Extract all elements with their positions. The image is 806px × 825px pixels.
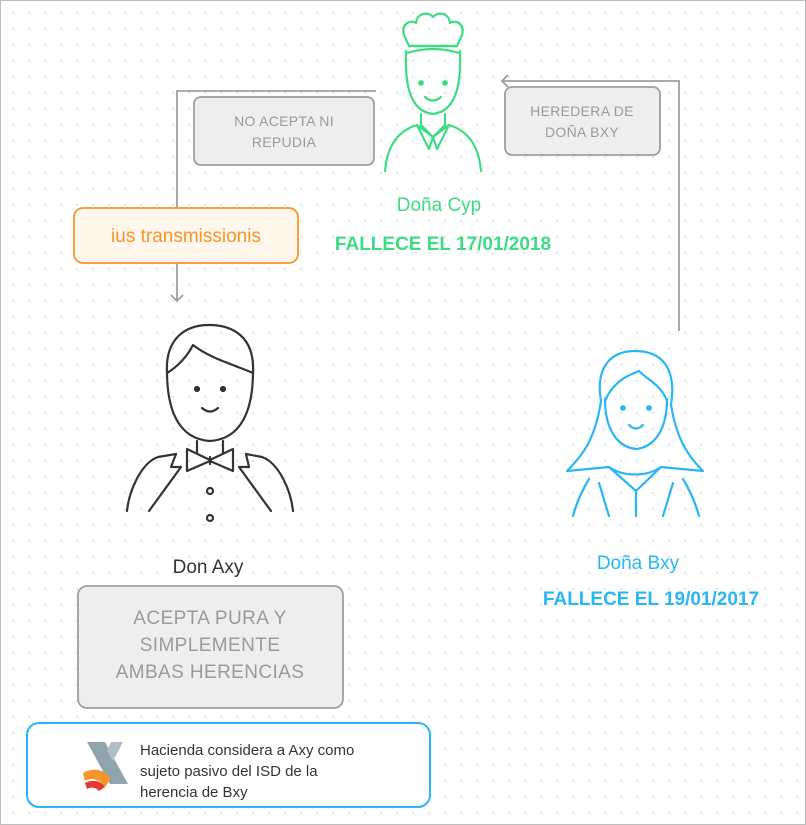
cyp-date: FALLECE EL 17/01/2018	[334, 234, 552, 255]
woman-person-icon	[567, 351, 703, 516]
maid-person-icon	[385, 14, 481, 171]
bxy-name: Doña Bxy	[596, 553, 680, 574]
label-heredera	[505, 87, 660, 155]
label-heredera-line1: HEREDERA DE	[530, 103, 634, 119]
axy-name: Don Axy	[172, 557, 244, 578]
label-heredera-line2: DOÑA BXY	[545, 124, 619, 140]
label-ius-text: ius transmissionis	[111, 226, 261, 247]
man-bowtie-person-icon	[127, 325, 293, 521]
label-no-acepta-line2: REPUDIA	[251, 134, 317, 150]
inheritance-diagram	[1, 1, 805, 824]
label-acepta-line2: SIMPLEMENTE	[139, 635, 281, 656]
label-ius-transmissionis	[74, 208, 298, 263]
label-no-acepta-line1: NO ACEPTA NI	[234, 113, 334, 129]
note-line2: sujeto pasivo del ISD de la	[140, 763, 318, 780]
note-line1: Hacienda considera a Axy como	[140, 742, 355, 759]
label-acepta	[78, 586, 343, 708]
bxy-date: FALLECE EL 19/01/2017	[542, 589, 760, 610]
note-line3: herencia de Bxy	[140, 784, 248, 801]
cyp-name: Doña Cyp	[396, 195, 482, 216]
label-no-acepta	[194, 97, 374, 165]
note-box	[27, 723, 430, 807]
label-acepta-line3: AMBAS HERENCIAS	[115, 662, 305, 683]
label-acepta-line1: ACEPTA PURA Y	[133, 608, 287, 629]
